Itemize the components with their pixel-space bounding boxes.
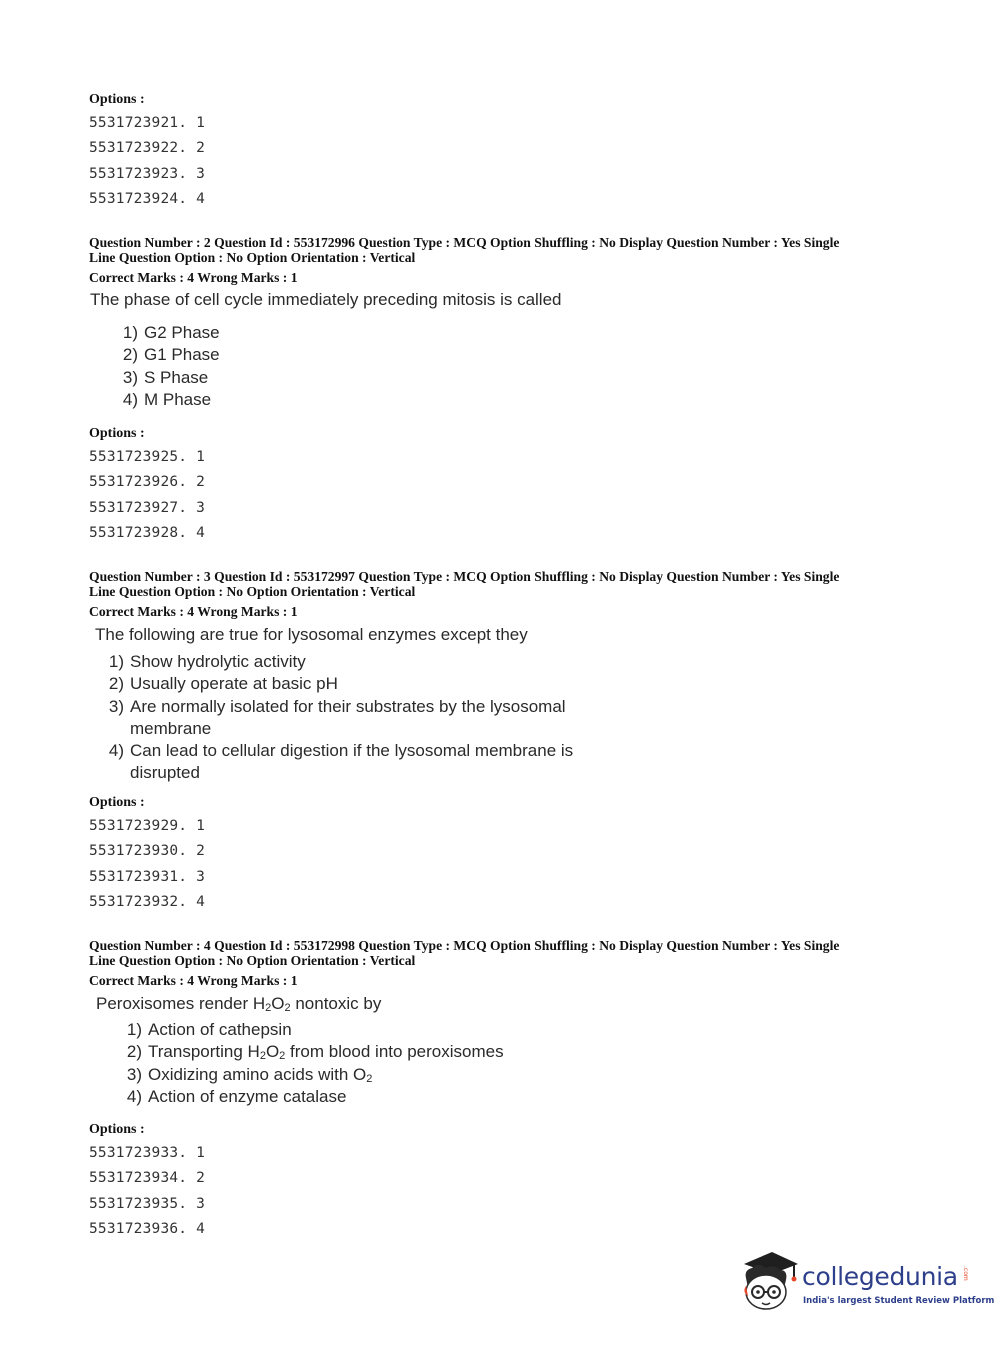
marks-line: Correct Marks : 4 Wrong Marks : 1 bbox=[89, 973, 298, 988]
option-id: 5531723931. 3 bbox=[89, 868, 206, 885]
choice-item: 1) Action of cathepsin bbox=[126, 1020, 292, 1039]
choice-item: 3) S Phase bbox=[122, 367, 209, 387]
option-id: 5531723927. 3 bbox=[89, 499, 206, 516]
question-meta-line: Question Number : 4 Question Id : 553172998 Question Type : MCQ Option Shuffling : No Display Question Number : Yes Single bbox=[89, 938, 840, 953]
logo-com: .com bbox=[962, 1266, 969, 1281]
option-id: 5531723929. 1 bbox=[89, 818, 206, 834]
question-meta-line: Line Question Option : No Option Orientation : Vertical bbox=[89, 583, 416, 599]
q3-choices bbox=[96, 651, 620, 785]
option-id: 5531723933. 1 bbox=[89, 1145, 206, 1161]
choice-item: 2) Usually operate at basic pH bbox=[108, 674, 338, 694]
q2-question-text: The phase of cell cycle immediately preceding mitosis is called bbox=[90, 290, 562, 309]
question-meta-line: Question Number : 3 Question Id : 553172997 Question Type : MCQ Option Shuffling : No Display Question Number : Yes Single bbox=[89, 569, 840, 584]
option-id: 5531723922. 2 bbox=[89, 140, 206, 157]
q4-meta bbox=[89, 939, 909, 989]
choice-item: 4) M Phase bbox=[122, 389, 212, 409]
option-id: 5531723925. 1 bbox=[89, 449, 206, 465]
option-id: 5531723923. 3 bbox=[89, 165, 206, 182]
option-id: 5531723932. 4 bbox=[89, 894, 206, 911]
q2-options-block bbox=[89, 426, 205, 547]
logo-wordmark: collegedunia bbox=[802, 1262, 958, 1291]
choice-item: 4) Can lead to cellular digestion if the lysosomal membrane is disrupted bbox=[108, 741, 574, 783]
choice-item: 1) G2 Phase bbox=[122, 323, 220, 342]
q4-options-block bbox=[89, 1122, 205, 1243]
choice-item: 4) Action of enzyme catalase bbox=[126, 1086, 347, 1106]
choice-item: 2) G1 Phase bbox=[122, 345, 220, 365]
option-id: 5531723926. 2 bbox=[89, 474, 206, 491]
mascot-icon bbox=[738, 1248, 802, 1314]
options-label: Options : bbox=[89, 1122, 145, 1137]
choice-item: 3) Are normally isolated for their substrates by the lysosomal membrane bbox=[108, 696, 566, 738]
q3-question-text: The following are true for lysosomal enzymes except they bbox=[95, 625, 528, 644]
options-label: Options : bbox=[89, 426, 145, 441]
q3-meta bbox=[89, 570, 909, 620]
collegedunia-logo bbox=[738, 1248, 995, 1314]
choice-item: 3) Oxidizing amino acids with $O_2$ bbox=[126, 1064, 373, 1085]
marks-line: Correct Marks : 4 Wrong Marks : 1 bbox=[89, 604, 298, 619]
option-id: 5531723935. 3 bbox=[89, 1195, 206, 1212]
choice-item: 2) Transporting $H_2O_2$ from blood into peroxisomes bbox=[126, 1042, 504, 1063]
logo-tagline: India's largest Student Review Platform bbox=[803, 1296, 995, 1306]
choice-item: 1) Show hydrolytic activity bbox=[108, 652, 306, 671]
option-id: 5531723921. 1 bbox=[89, 115, 206, 131]
q4-choices bbox=[114, 1019, 504, 1108]
option-id: 5531723936. 4 bbox=[89, 1221, 206, 1238]
option-id: 5531723934. 2 bbox=[89, 1170, 206, 1187]
option-id: 5531723924. 4 bbox=[89, 191, 206, 208]
question-meta-line: Line Question Option : No Option Orientation : Vertical bbox=[89, 249, 416, 265]
options-label: Options : bbox=[89, 92, 145, 107]
q2-choices bbox=[110, 322, 220, 411]
q3-options-block bbox=[89, 795, 205, 916]
options-label: Options : bbox=[89, 795, 145, 810]
option-id: 5531723930. 2 bbox=[89, 843, 206, 860]
option-id: 5531723928. 4 bbox=[89, 525, 206, 542]
marks-line: Correct Marks : 4 Wrong Marks : 1 bbox=[89, 270, 298, 285]
q2-meta bbox=[89, 236, 909, 286]
question-meta-line: Question Number : 2 Question Id : 553172996 Question Type : MCQ Option Shuffling : No Display Question Number : Yes Single bbox=[89, 235, 840, 250]
q4-question-text: Peroxisomes render $H_2O_2$ nontoxic by bbox=[96, 994, 382, 1014]
q1-options-block bbox=[89, 92, 205, 213]
question-meta-line: Line Question Option : No Option Orientation : Vertical bbox=[89, 952, 416, 968]
